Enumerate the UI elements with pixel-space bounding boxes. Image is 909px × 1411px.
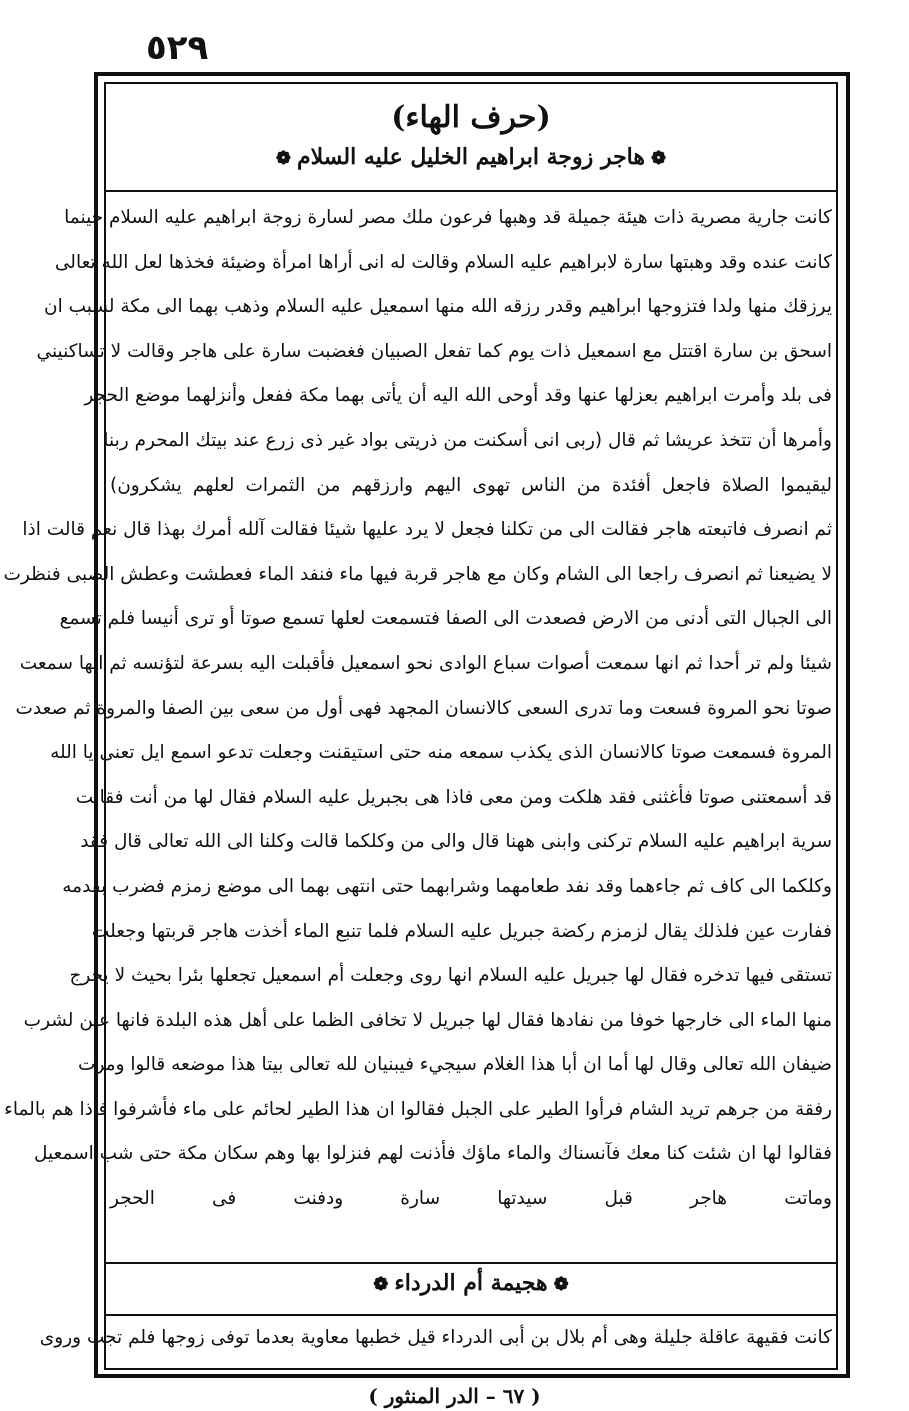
entry-title [104,144,838,170]
page-number: ٥٢٩ [146,28,209,68]
ornament-left-icon: ❁ [275,148,291,169]
text-line: كانت جارية مصرية ذات هيئة جميلة قد وهبها فرعون ملك مصر لسارة زوجة ابراهيم عليه السلام حينما [64,207,832,228]
ornament-left-icon: ❁ [373,1274,389,1295]
text-line: تستقى فيها تدخره فقال لها جبريل عليه السلام انها روى وجعلت أم اسمعيل تجعلها بئرا بحيث لا يخرج [69,965,832,987]
entry2-title [104,1270,838,1296]
text-line: كانت عنده وقد وهبتها سارة لابراهيم عليه السلام وقالت له انى أراها امرأة وضيئة فخذها لعل الله تعالى [54,251,832,273]
text-line: الى الجبال التى أدنى من الارض فصعدت الى الصفا فتسمعت لعلها تسمع صوتا أو ترى أنيسا فلم تسمع [59,608,832,630]
ornament-right-icon: ❁ [650,148,667,169]
text-line: منها الماء الى خارجها خوفا من نفادها فقال لها جبريل لا تخافى الظما على أهل هذه البلدة فانها عين لشرب [23,1009,832,1031]
ornament-right-icon: ❁ [553,1274,569,1295]
text-line: شيئا ولم تر أحدا ثم انها سمعت أصوات سباع الوادى نحو اسمعيل فأقبلت اليه بسرعة لتؤنسه ثم انها سمعت [19,652,832,674]
text-line: فقالوا لها ان شئت كنا معك فآنسناك والماء ماؤك فأذنت لهم فنزلوا بها وهم سكان مكة حتى شب اسمعيل [33,1143,832,1165]
text-line: ثم انصرف فاتبعته هاجر فقالت الى من تكلنا فجعل لا يرد عليها شيئا فقالت آلله أمرك بهذا قال نعم قالت اذا [22,519,832,541]
entry2-title-text: هجيمة أم الدرداء [394,1270,548,1296]
text-line: وكلكما الى كاف ثم جاءهما وقد نفد طعامهما وشرابهما حتى انتهى بهما الى موضع زمزم فضرب بقدمه [62,875,832,897]
entry-title-text: هاجر زوجة ابراهيم الخليل عليه السلام [297,144,645,170]
text-line: ففارت عين فلذلك يقال لزمزم ركضة جبريل عليه السلام فلما تنبع الماء أخذت هاجر قربتها وجعلت [91,920,832,942]
text-line: فى بلد وأمرت ابراهيم بعزلها عنها وقد أوحى الله اليه أن يأتى بهما مكة ففعل وأنزلهما موضع الحجر [84,385,832,407]
chapter-title: (حرف الهاء) [391,100,551,135]
text-line: ضيفان الله تعالى وقال لها أما ان أبا هذا الغلام سيجيء فيبنيان لله تعالى بيتا هذا موضعه قالوا ومرت [78,1054,832,1076]
divider-middle [106,1262,836,1264]
text-line: سرية ابراهيم عليه السلام تركنى وابنى ههنا قال والى من وكلكما قالت وكلنا الى الله تعالى قال فقد [80,831,832,853]
entry2-body [39,1316,832,1361]
text-line: ليقيموا الصلاة فاجعل أفئدة من الناس تهوى اليهم وارزقهم من الثمرات لعلهم يشكرون) [110,474,832,496]
text-line: وماتت هاجر قبل سيدتها سارة ودفنت فى الحجر [110,1188,832,1210]
text-line: المروة فسمعت صوتا كالانسان الذى يكذب سمعه منه حتى استيقنت وجعلت تدعو اسمع ايل تعنى يا الله [50,742,832,764]
text-line: اسحق بن سارة اقتتل مع اسمعيل ذات يوم كما تفعل الصبيان فغضبت سارة على هاجر وقالت لا تساكنيني [36,340,832,362]
text-line: لا يضيعنا ثم انصرف راجعا الى الشام وكان مع هاجر قربة فيها ماء فنفد الماء فعطشت وعطش الصبى فنظرت [3,563,832,585]
text-line: كانت فقيهة عاقلة جليلة وهى أم بلال بن أبى الدرداء قيل خطبها معاوية بعدما توفى زوجها فلم تجب وروى [39,1327,832,1348]
page-footer: ( ٦٧ – الدر المنثور ) [368,1384,541,1408]
text-line: رفقة من جرهم تريد الشام فرأوا الطير على الجبل فقالوا ان هذا الطير لحائم على ماء فأشرفوا فاذا هم بالماء [4,1098,832,1120]
entry-body [3,196,832,1222]
text-line: يرزقك منها ولدا فتزوجها ابراهيم وقدر رزقه الله منها اسمعيل عليه السلام وذهب بهما الى مكة لسبب ان [43,296,832,318]
divider-top [106,190,836,192]
text-line: صوتا نحو المروة فسعت وما تدرى السعى كالانسان المجهد فهى أول من سعى بين الصفا والمروة ثم صعدت [15,697,832,719]
text-line: وأمرها أن تتخذ عريشا ثم قال (ربى انى أسكنت من ذريتى بواد غير ذى زرع عند بيتك المحرم ربنا [103,429,832,451]
text-line: قد أسمعتنى صوتا فأغثنى فقد هلكت ومن معى فاذا هى بجبريل عليه السلام فقال لها من أنت فقالت [75,786,832,808]
